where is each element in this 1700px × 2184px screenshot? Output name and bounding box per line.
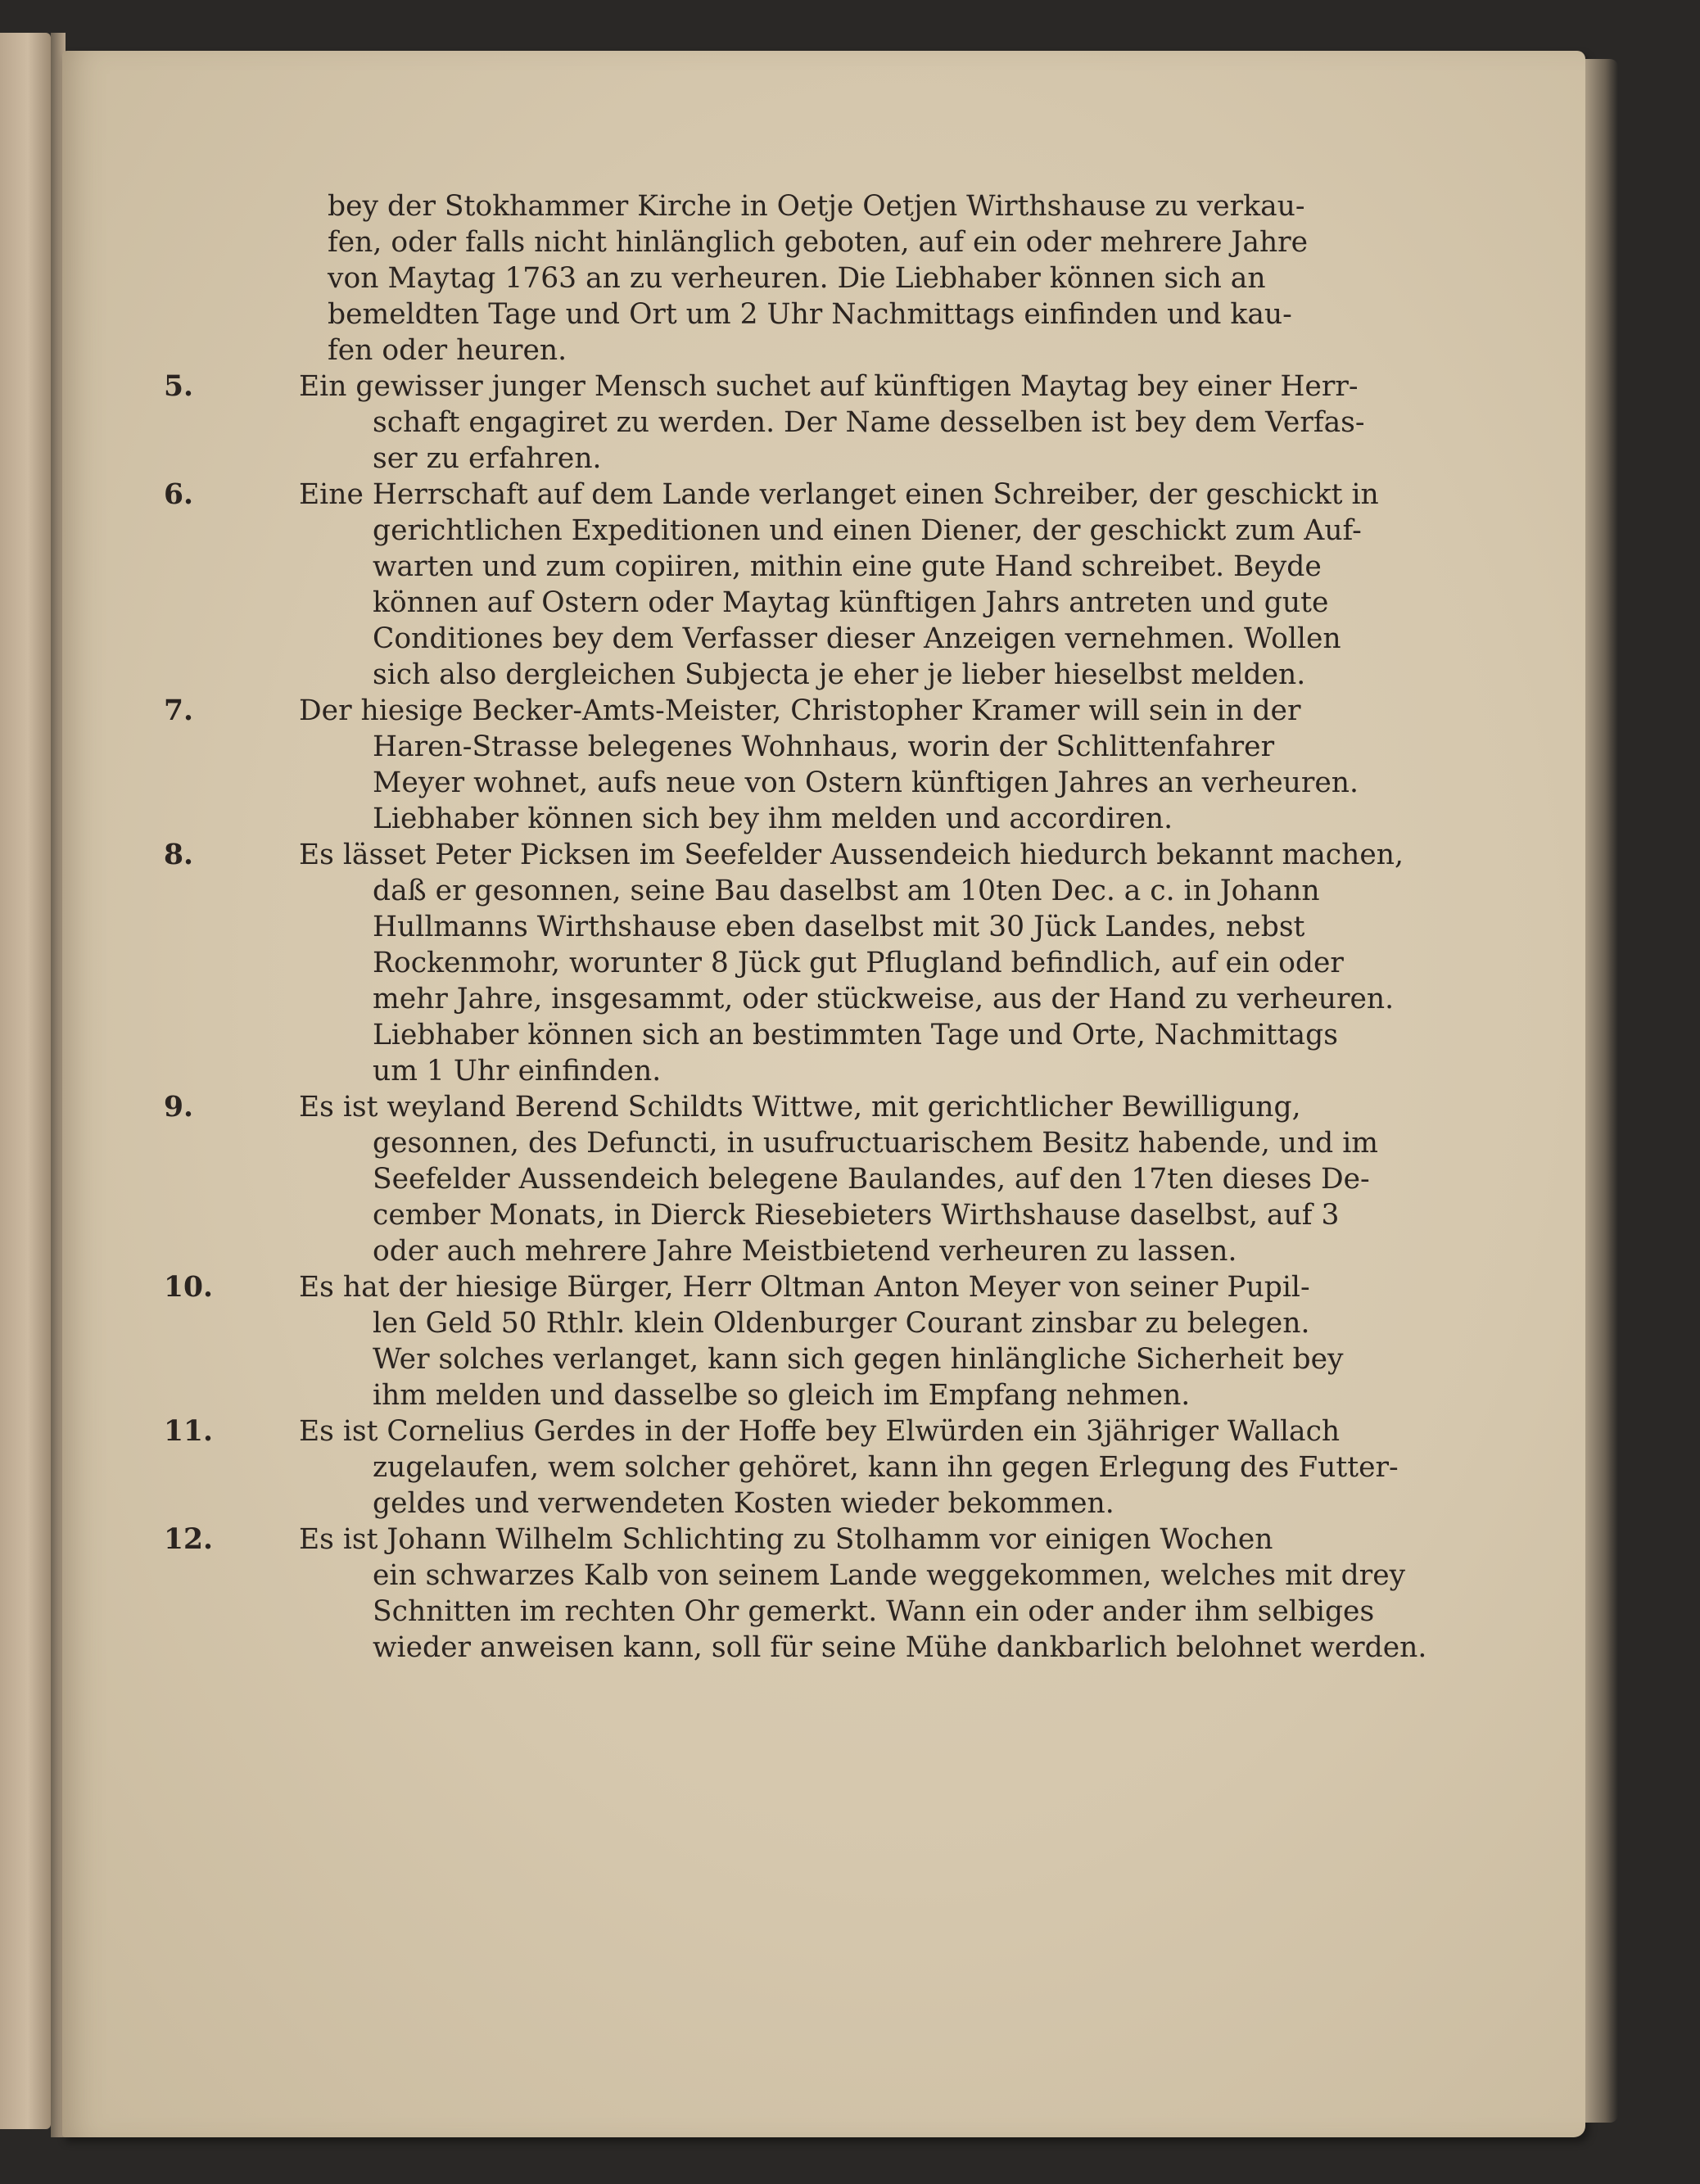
text-line: Es lässet Peter Picksen im Seefelder Aussendeich hiedurch bekannt machen, xyxy=(299,839,1404,871)
text-line: Es hat der hiesige Bürger, Herr Oltman Anton Meyer von seiner Pupil- xyxy=(299,1271,1310,1304)
paragraph-number: 10. xyxy=(164,1271,214,1304)
paragraph-number: 12. xyxy=(164,1523,214,1556)
text-line: Es ist weyland Berend Schildts Wittwe, mit gerichtlicher Bewilligung, xyxy=(299,1091,1301,1124)
paragraph-number: 8. xyxy=(164,839,194,871)
text-line: gesonnen, des Defuncti, in usufructuarischem Besitz habende, und im xyxy=(373,1127,1378,1160)
text-line: Rockenmohr, worunter 8 Jück gut Pflugland befindlich, auf ein oder xyxy=(373,947,1344,979)
text-line: zugelaufen, wem solcher gehöret, kann ihn gegen Erlegung des Futter- xyxy=(373,1451,1399,1484)
text-line: Wer solches verlanget, kann sich gegen hinlängliche Sicherheit bey xyxy=(373,1343,1344,1376)
text-line: Es ist Cornelius Gerdes in der Hoffe bey Elwürden ein 3jähriger Wallach xyxy=(299,1415,1341,1448)
notice-paragraph xyxy=(164,1269,1482,1413)
notice-paragraph xyxy=(164,1413,1482,1522)
paragraph-number: 7. xyxy=(164,694,194,727)
notice-paragraph xyxy=(164,369,1482,477)
text-line: cember Monats, in Dierck Riesebieters Wirthshause daselbst, auf 3 xyxy=(373,1199,1340,1232)
paragraph-number: 5. xyxy=(164,370,194,403)
text-line: fen, oder falls nicht hinlänglich geboten, auf ein oder mehrere Jahre xyxy=(328,226,1309,259)
paragraph-body xyxy=(299,693,1482,837)
text-line: von Maytag 1763 an zu verheuren. Die Liebhaber können sich an xyxy=(328,262,1266,295)
text-line: oder auch mehrere Jahre Meistbietend verheuren zu lassen. xyxy=(373,1235,1237,1268)
paragraph-number-spacer xyxy=(164,188,328,369)
paragraph-number: 9. xyxy=(164,1091,194,1124)
paragraph-body xyxy=(299,1089,1482,1269)
text-line: Liebhaber können sich bey ihm melden und accordiren. xyxy=(373,803,1173,835)
left-facing-page xyxy=(0,33,51,2129)
notice-paragraph xyxy=(164,188,1482,369)
text-line: len Geld 50 Rthlr. klein Oldenburger Courant zinsbar zu belegen. xyxy=(373,1307,1310,1340)
text-line: ihm melden und dasselbe so gleich im Empfang nehmen. xyxy=(373,1379,1191,1412)
text-line: gerichtlichen Expeditionen und einen Diener, der geschickt zum Auf- xyxy=(373,514,1362,547)
text-line: wieder anweisen kann, soll für seine Mühe dankbarlich belohnet werden. xyxy=(373,1631,1427,1664)
text-line: Schnitten im rechten Ohr gemerkt. Wann ein oder ander ihm selbiges xyxy=(373,1595,1375,1628)
text-line: Liebhaber können sich an bestimmten Tage und Orte, Nachmittags xyxy=(373,1019,1338,1051)
notice-paragraph xyxy=(164,1522,1482,1666)
text-line: Seefelder Aussendeich belegene Baulandes, auf den 17ten dieses De- xyxy=(373,1163,1370,1196)
notice-paragraph xyxy=(164,477,1482,693)
notice-paragraph xyxy=(164,1089,1482,1269)
paragraph-body xyxy=(299,369,1482,477)
paragraph-body xyxy=(299,837,1482,1089)
text-line: sich also dergleichen Subjecta je eher je lieber hieselbst melden. xyxy=(373,658,1306,691)
text-line: warten und zum copiiren, mithin eine gute Hand schreibet. Beyde xyxy=(373,550,1322,583)
text-line: Der hiesige Becker-Amts-Meister, Christopher Kramer will sein in der xyxy=(299,694,1301,727)
text-line: geldes und verwendeten Kosten wieder bekommen. xyxy=(373,1487,1114,1520)
text-line: Hullmanns Wirthshause eben daselbst mit 30 Jück Landes, nebst xyxy=(373,911,1305,943)
paragraph-body xyxy=(299,1522,1482,1666)
text-line: bey der Stokhammer Kirche in Oetje Oetjen Wirthshause zu verkau- xyxy=(328,190,1305,223)
paragraph-body xyxy=(328,188,1482,369)
notice-paragraph xyxy=(164,693,1482,837)
page-text xyxy=(164,188,1482,1666)
text-line: Eine Herrschaft auf dem Lande verlanget einen Schreiber, der geschickt in xyxy=(299,478,1379,511)
text-line: mehr Jahre, insgesammt, oder stückweise, aus der Hand zu verheuren. xyxy=(373,983,1395,1015)
text-line: schaft engagiret zu werden. Der Name desselben ist bey dem Verfas- xyxy=(373,406,1365,439)
paragraph-body xyxy=(299,1413,1482,1522)
text-line: bemeldten Tage und Ort um 2 Uhr Nachmittags einfinden und kau- xyxy=(328,298,1292,331)
text-line: Meyer wohnet, aufs neue von Ostern künftigen Jahres an verheuren. xyxy=(373,766,1359,799)
paragraph-number: 6. xyxy=(164,478,194,511)
text-line: können auf Ostern oder Maytag künftigen Jahrs antreten und gute xyxy=(373,586,1329,619)
notice-paragraph xyxy=(164,837,1482,1089)
text-line: Conditiones bey dem Verfasser dieser Anzeigen vernehmen. Wollen xyxy=(373,622,1341,655)
text-line: Es ist Johann Wilhelm Schlichting zu Stolhamm vor einigen Wochen xyxy=(299,1523,1273,1556)
text-line: Ein gewisser junger Mensch suchet auf künftigen Maytag bey einer Herr- xyxy=(299,370,1359,403)
paragraph-number: 11. xyxy=(164,1415,214,1448)
text-line: um 1 Uhr einfinden. xyxy=(373,1055,662,1087)
paragraph-body xyxy=(299,1269,1482,1413)
page-edge xyxy=(1585,59,1618,2123)
paragraph-body xyxy=(299,477,1482,693)
text-line: Haren-Strasse belegenes Wohnhaus, worin der Schlittenfahrer xyxy=(373,730,1275,763)
text-line: ser zu erfahren. xyxy=(373,442,602,475)
text-line: ein schwarzes Kalb von seinem Lande weggekommen, welches mit drey xyxy=(373,1559,1406,1592)
text-line: fen oder heuren. xyxy=(328,334,567,367)
text-line: daß er gesonnen, seine Bau daselbst am 10ten Dec. a c. in Johann xyxy=(373,875,1320,907)
